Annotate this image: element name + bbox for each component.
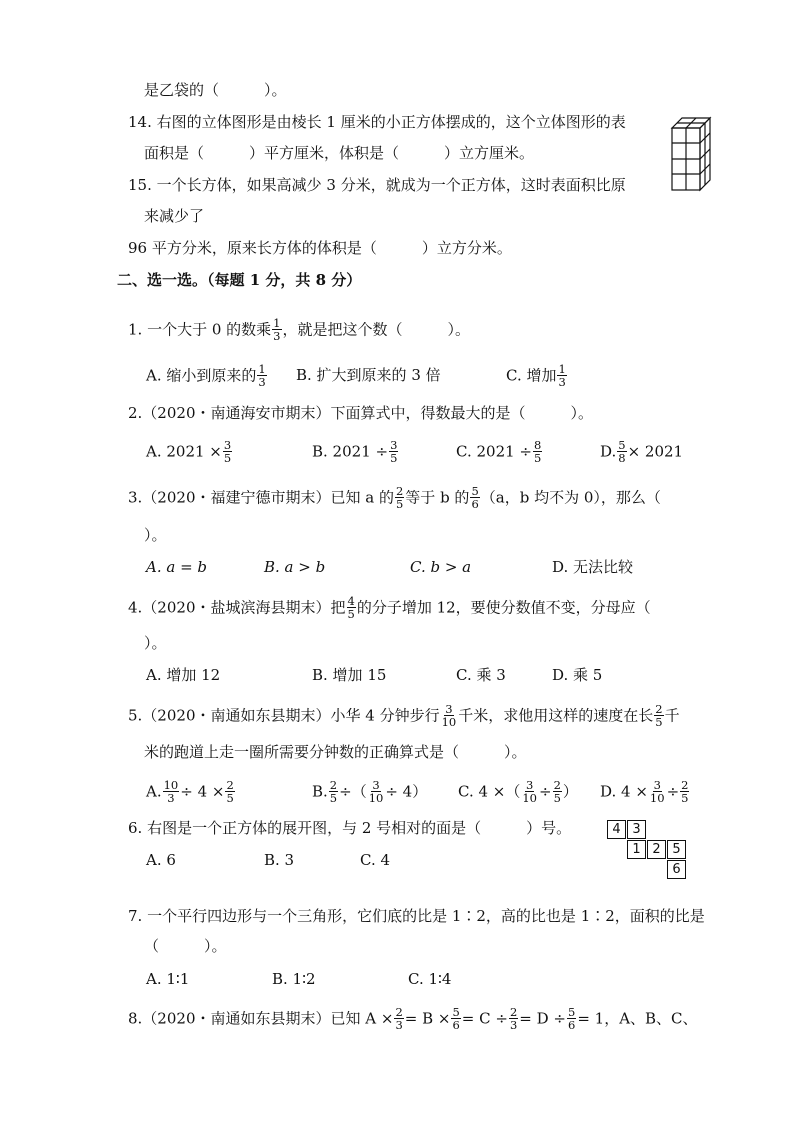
q5-option-c[interactable]: C. 4 ×（ $\frac{3}{10}$ ÷ $\frac{2}{5}$ ） (458, 778, 578, 805)
fraction: $\frac{3}{10}$ (522, 778, 537, 805)
net-face: 4 (607, 820, 626, 839)
fraction: $\frac{3}{5}$ (223, 438, 232, 465)
q3-option-d[interactable]: D. 无法比较 (552, 558, 634, 576)
net-face: 1 (627, 840, 646, 859)
q7-option-c[interactable]: C. 1∶4 (408, 970, 452, 988)
q1-stem: 1. 一个大于 0 的数乘 $\frac{1}{3}$ ，就是把这个数（ ）。 (128, 316, 471, 343)
q3-stem-cont: ）。 (144, 526, 167, 544)
fraction: $\frac{1}{3}$ (258, 362, 266, 389)
q7-option-b[interactable]: B. 1∶2 (272, 970, 316, 988)
q5-option-b[interactable]: B. $\frac{2}{5}$ ÷（ $\frac{3}{10}$ ÷ 4） (312, 778, 428, 805)
fraction: $\frac{2}{3}$ (395, 1005, 403, 1032)
q2-option-d[interactable]: D. $\frac{5}{8}$ × 2021 (600, 438, 684, 465)
q2-stem: 2.（2020・南通海安市期末）下面算式中，得数最大的是（ ）。 (128, 404, 593, 422)
fraction: $\frac{2}{5}$ (329, 778, 338, 805)
fraction: $\frac{8}{5}$ (534, 438, 542, 465)
q4-stem-cont: ）。 (144, 634, 167, 652)
fraction: $\frac{2}{3}$ (509, 1005, 518, 1032)
q7-option-a[interactable]: A. 1∶1 (146, 970, 190, 988)
fraction: $\frac{1}{3}$ (273, 316, 281, 343)
q5-option-a[interactable]: A. $\frac{10}{3}$ ÷ 4 × $\frac{2}{5}$ (146, 778, 234, 805)
fraction: $\frac{5}{6}$ (567, 1005, 576, 1032)
q3-option-c[interactable]: C. b > a (410, 558, 472, 576)
q2-option-b[interactable]: B. 2021 ÷ $\frac{3}{5}$ (312, 438, 398, 465)
q5-stem: 5.（2020・南通如东县期末）小华 4 分钟步行 $\frac{3}{10}$ 千米，求他用这样的速度在长 $\frac{2}{5}$ 千 (128, 702, 680, 729)
fraction: $\frac{2}{5}$ (655, 702, 663, 729)
q4-option-d[interactable]: D. 乘 5 (552, 666, 603, 684)
q4-option-b[interactable]: B. 增加 15 (312, 666, 387, 684)
fraction: $\frac{3}{10}$ (368, 778, 384, 805)
fraction: $\frac{4}{5}$ (347, 594, 355, 621)
q7-stem: 7. 一个平行四边形与一个三角形，它们底的比是 1∶2，高的比也是 1∶2，面积的比是 (128, 907, 705, 925)
prev-question-tail: 是乙袋的（ ）。 (144, 81, 287, 99)
q3-option-b[interactable]: B. a > b (264, 558, 326, 576)
net-face: 6 (667, 860, 686, 879)
fraction: $\frac{3}{5}$ (390, 438, 398, 465)
q15-line3: 96 平方分米，原来长方体的体积是（ ）立方分米。 (128, 239, 512, 257)
q6-option-b[interactable]: B. 3 (264, 851, 295, 869)
q8-stem: 8.（2020・南通如东县期末）已知 A × $\frac{2}{3}$ = B × $\frac{5}{6}$ = C ÷ $\frac{2}{3}$ = D ÷ $\frac{5}{6}$ = 1，A、B、C、 (128, 1005, 698, 1032)
q2-option-c[interactable]: C. 2021 ÷ $\frac{8}{5}$ (456, 438, 542, 465)
q14-line1: 14. 右图的立体图形是由棱长 1 厘米的小正方体摆成的，这个立体图形的表 (128, 113, 626, 131)
net-face: 2 (647, 840, 666, 859)
fraction: $\frac{3}{10}$ (441, 702, 457, 729)
q5-stem-cont: 米的跑道上走一圈所需要分钟数的正确算式是（ ）。 (144, 743, 527, 761)
q6-option-a[interactable]: A. 6 (146, 851, 176, 869)
fraction: $\frac{3}{10}$ (649, 778, 665, 805)
q4-option-a[interactable]: A. 增加 12 (146, 666, 221, 684)
fraction: $\frac{2}{5}$ (395, 484, 404, 511)
fraction: $\frac{5}{6}$ (452, 1005, 460, 1032)
q1-option-c[interactable]: C. 增加 $\frac{1}{3}$ (506, 362, 566, 389)
q15-line2: 来减少了 (144, 207, 205, 225)
q6-option-c[interactable]: C. 4 (360, 851, 391, 869)
q4-option-c[interactable]: C. 乘 3 (456, 666, 506, 684)
fraction: $\frac{10}{3}$ (163, 778, 179, 805)
cube-stack-figure (670, 114, 716, 192)
fraction: $\frac{2}{5}$ (226, 778, 234, 805)
fraction: $\frac{5}{8}$ (618, 438, 626, 465)
q3-stem: 3.（2020・福建宁德市期末）已知 a 的 $\frac{2}{5}$ 等于 b 的 $\frac{5}{6}$ （a，b 均不为 0），那么（ (128, 484, 661, 511)
net-face: 3 (627, 820, 646, 839)
q7-stem-cont: （ ）。 (144, 937, 227, 955)
q3-option-a[interactable]: A. a = b (146, 558, 208, 576)
q5-option-d[interactable]: D. 4 × $\frac{3}{10}$ ÷ $\frac{2}{5}$ (600, 778, 689, 805)
q15-line1: 15. 一个长方体，如果高减少 3 分米，就成为一个正方体，这时表面积比原 (128, 176, 626, 194)
q4-stem: 4.（2020・盐城滨海县期末）把 $\frac{4}{5}$ 的分子增加 12，要使分数值不变，分母应（ (128, 594, 651, 621)
q6-stem: 6. 右图是一个正方体的展开图，与 2 号相对的面是（ ）号。 (128, 819, 572, 837)
q1-option-a[interactable]: A. 缩小到原来的 $\frac{1}{3}$ (146, 362, 266, 389)
fraction: $\frac{2}{5}$ (553, 778, 561, 805)
q1-option-b[interactable]: B. 扩大到原来的 3 倍 (296, 366, 441, 384)
fraction: $\frac{2}{5}$ (681, 778, 689, 805)
q2-option-a[interactable]: A. 2021 × $\frac{3}{5}$ (146, 438, 232, 465)
net-face: 5 (667, 840, 686, 859)
fraction: $\frac{1}{3}$ (558, 362, 566, 389)
q14-line2: 面积是（ ）平方厘米，体积是（ ）立方厘米。 (144, 144, 535, 162)
fraction: $\frac{5}{6}$ (471, 484, 479, 511)
section2-heading: 二、选一选。（每题 1 分，共 8 分） (117, 271, 362, 289)
